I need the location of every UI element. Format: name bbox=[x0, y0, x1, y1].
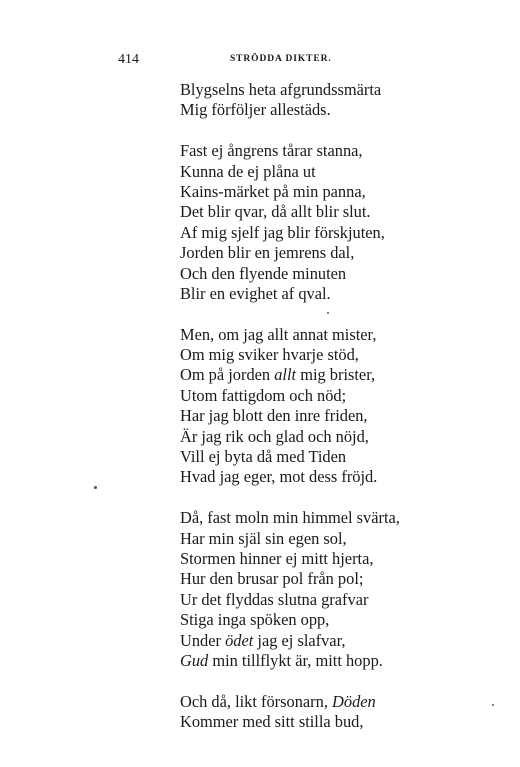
verse-line: Och den flyende minuten bbox=[180, 263, 347, 283]
verse-line: Om mig sviker hvarje stöd, bbox=[180, 345, 359, 365]
italic-word: ödet bbox=[225, 630, 254, 650]
stanza-5 bbox=[180, 692, 480, 733]
verse-line: Blygselns heta afgrundssmärta bbox=[180, 80, 382, 99]
verse-line: Har jag blott den inre friden, bbox=[180, 406, 368, 426]
verse-line bbox=[180, 692, 480, 712]
ink-speck bbox=[327, 312, 329, 314]
verse-text: min tillflykt är, mitt hopp. bbox=[208, 650, 383, 670]
stanza-break bbox=[180, 304, 480, 324]
verse-line: Mig förföljer allestäds. bbox=[180, 100, 331, 120]
verse-line: Vill ej byta då med Tiden bbox=[180, 447, 347, 467]
stanza-3 bbox=[180, 325, 480, 488]
stanza-break bbox=[180, 488, 480, 508]
stanza-1 bbox=[180, 80, 480, 121]
poem-text bbox=[180, 80, 480, 733]
running-head: STRÖDDA DIKTER. bbox=[230, 54, 332, 64]
verse-line: Blir en evighet af qval. bbox=[180, 283, 331, 303]
verse-line: Det blir qvar, då allt blir slut. bbox=[180, 202, 371, 222]
verse-line: Hur den brusar pol från pol; bbox=[180, 569, 364, 589]
verse-line bbox=[180, 631, 480, 651]
verse-line: Då, fast moln min himmel svärta, bbox=[180, 508, 400, 528]
verse-line: Kains-märket på min panna, bbox=[180, 181, 366, 201]
verse-line: Af mig sjelf jag blir förskjuten, bbox=[180, 222, 385, 242]
italic-word: allt bbox=[274, 365, 297, 385]
verse-line: Har min själ sin egen sol, bbox=[180, 528, 347, 548]
verse-text: Under bbox=[180, 630, 226, 650]
stanza-4 bbox=[180, 508, 480, 671]
italic-word: Döden bbox=[332, 691, 376, 711]
verse-text: mig brister, bbox=[296, 365, 376, 385]
verse-line bbox=[180, 365, 480, 385]
verse-line: Kommer med sitt stilla bud, bbox=[180, 712, 364, 732]
stanza-break bbox=[180, 671, 480, 691]
verse-line: Kunna de ej plåna ut bbox=[180, 161, 316, 181]
verse-line: Fast ej ångrens tårar stanna, bbox=[180, 141, 363, 161]
verse-text: Om på jorden bbox=[180, 365, 275, 385]
verse-line: Jorden blir en jemrens dal, bbox=[180, 243, 355, 263]
verse-line: Stormen hinner ej mitt hjerta, bbox=[180, 548, 374, 568]
verse-line: Ur det flyddas slutna grafvar bbox=[180, 589, 369, 609]
verse-line bbox=[180, 651, 480, 671]
verse-line: Stiga inga spöken opp, bbox=[180, 610, 330, 630]
stanza-break bbox=[180, 121, 480, 141]
ink-speck bbox=[492, 704, 494, 706]
ink-speck bbox=[94, 486, 97, 489]
page-header bbox=[0, 52, 520, 72]
page-number: 414 bbox=[118, 52, 139, 67]
stanza-2 bbox=[180, 141, 480, 304]
verse-line: Utom fattigdom och nöd; bbox=[180, 385, 347, 405]
verse-line: Hvad jag eger, mot dess fröjd. bbox=[180, 467, 378, 487]
verse-line: Men, om jag allt annat mister, bbox=[180, 324, 377, 344]
verse-text: Och då, likt försonarn, bbox=[180, 691, 333, 711]
verse-line: Är jag rik och glad och nöjd, bbox=[180, 426, 369, 446]
italic-word: Gud bbox=[180, 650, 209, 670]
verse-text: jag ej slafvar, bbox=[253, 630, 346, 650]
